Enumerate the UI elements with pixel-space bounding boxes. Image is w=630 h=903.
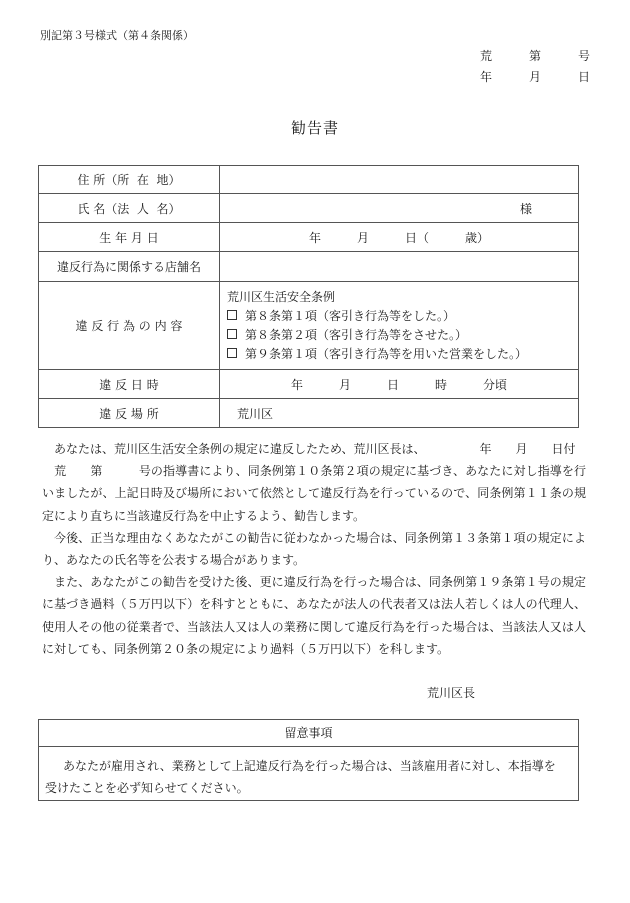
- notes-text: あなたが雇用され、業務として上記違反行為を行った場合は、当該雇用者に対し、本指導を受けたことを必ず知らせてください。: [45, 759, 556, 795]
- datetime-label: 違 反 日 時: [39, 370, 220, 399]
- document-date-row: [480, 67, 590, 88]
- violation-option-text: 第８条第２項（客引き行為等をさせた。）: [245, 327, 468, 342]
- notes-box: [38, 719, 579, 801]
- body-text: [42, 438, 586, 660]
- shop-field[interactable]: [220, 252, 579, 282]
- ordinance-name: 荒川区生活安全条例: [227, 289, 336, 304]
- checkbox[interactable]: [227, 310, 237, 320]
- birth-label: 生 年 月 日: [39, 223, 220, 252]
- checkbox[interactable]: [227, 329, 237, 339]
- violation-option[interactable]: [227, 326, 578, 345]
- paragraph-2: 今後、正当な理由なくあなたがこの勧告に従わなかった場合は、同条例第１３条第１項の規定により、あなたの氏名等を公表する場合があります。: [42, 530, 586, 568]
- document-number-block: [480, 46, 590, 88]
- content-label: 違 反 行 為 の 内 容: [39, 282, 220, 370]
- place-label: 違 反 場 所: [39, 399, 220, 428]
- document-number-row: [480, 46, 590, 67]
- violation-option-text: 第８条第１項（客引き行為等をした。）: [245, 308, 456, 323]
- doc-number-prefix: 荒: [480, 49, 493, 63]
- recipient-info-table: [38, 165, 579, 428]
- place-field[interactable]: 荒川区: [220, 399, 579, 428]
- shop-label: 違反行為に関係する店舗名: [39, 252, 220, 282]
- form-code: 別記第３号様式（第４条関係）: [40, 29, 194, 42]
- doc-date-year: 年: [480, 70, 493, 84]
- address-field[interactable]: [220, 166, 579, 194]
- violation-option[interactable]: [227, 307, 578, 326]
- paragraph-1-line-1: あなたは、荒川区生活安全条例の規定に違反したため、荒川区長は、 年 月 日付: [54, 442, 576, 456]
- address-label: 住 所（所 在 地）: [39, 166, 220, 194]
- violation-option-text: 第９条第１項（客引き行為等を用いた営業をした。）: [245, 346, 528, 361]
- doc-date-month: 月: [528, 70, 541, 84]
- name-suffix: 様: [519, 201, 532, 216]
- birth-field[interactable]: 年 月 日（ 歳）: [220, 223, 579, 252]
- notes-heading: 留意事項: [39, 720, 578, 747]
- violation-content: [220, 282, 579, 370]
- datetime-field[interactable]: 年 月 日 時 分頃: [220, 370, 579, 399]
- doc-number-go: 号: [577, 49, 590, 63]
- name-label: 氏 名（法 人 名）: [39, 194, 220, 223]
- paragraph-3: また、あなたがこの勧告を受けた後、更に違反行為を行った場合は、同条例第１９条第１号の規定に基づき過料（５万円以下）を科すとともに、あなたが法人の代表者又は法人若しくは人の代理人、使用人その他の従業者で、当該法人又は人の業務に関して違反行為を行った場合は、当該法人又は人に対しても、同条例第２０条の規定により過料（５万円以下）を科します。: [42, 575, 586, 656]
- signature: 荒川区長: [427, 686, 476, 700]
- name-field[interactable]: [220, 194, 579, 223]
- doc-date-day: 日: [577, 70, 590, 84]
- doc-number-dai: 第: [528, 49, 541, 63]
- checkbox[interactable]: [227, 348, 237, 358]
- violation-option[interactable]: [227, 345, 578, 364]
- document-title: 勧告書: [290, 119, 339, 137]
- paragraph-1-rest: 荒 第 号の指導書により、同条例第１０条第２項の規定に基づき、あなたに対し指導を行いましたが、上記日時及び場所において依然として違反行為を行っているので、同条例第１１条の規定により直ちに当該違反行為を中止するよう、勧告します。: [42, 464, 586, 523]
